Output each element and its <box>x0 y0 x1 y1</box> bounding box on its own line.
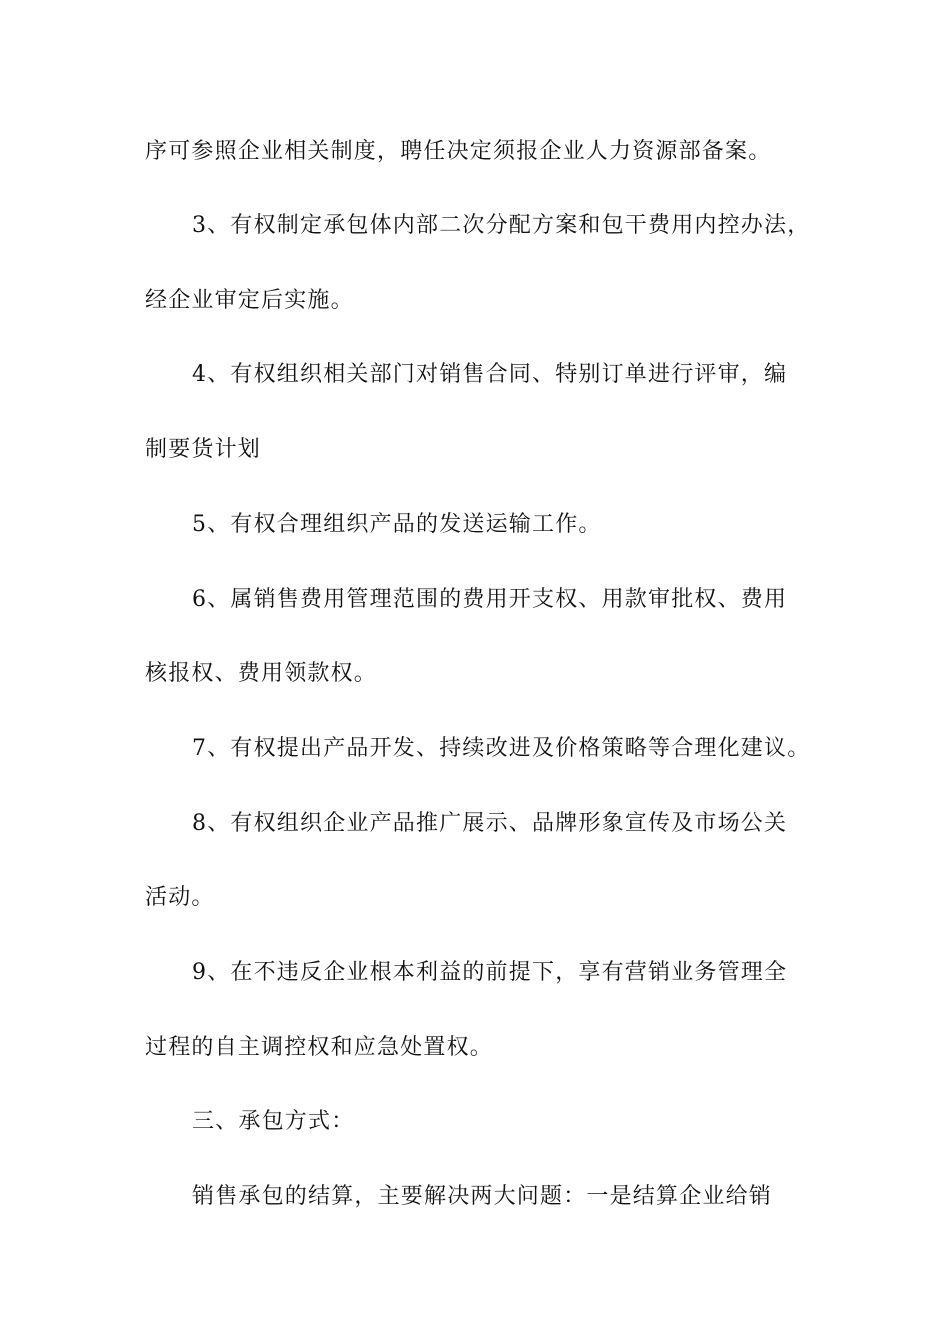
paragraph-line-12: 9、在不违反企业根本利益的前提下，享有营销业务管理全 <box>192 960 788 985</box>
paragraph-line-11: 活动。 <box>145 885 215 910</box>
paragraph-line-6: 5、有权合理组织产品的发送运输工作。 <box>192 512 602 537</box>
paragraph-line-2: 3、有权制定承包体内部二次分配方案和包干费用内控办法， <box>192 213 811 238</box>
paragraph-line-10: 8、有权组织企业产品推广展示、品牌形象宣传及市场公关 <box>192 811 788 836</box>
paragraph-line-5: 制要货计划 <box>145 437 262 462</box>
paragraph-line-13: 过程的自主调控权和应急处置权。 <box>145 1035 494 1060</box>
paragraph-line-8: 核报权、费用领款权。 <box>145 661 378 686</box>
paragraph-line-3: 经企业审定后实施。 <box>145 288 354 313</box>
paragraph-line-1: 序可参照企业相关制度，聘任决定须报企业人力资源部备案。 <box>145 139 772 164</box>
paragraph-line-15: 销售承包的结算，主要解决两大问题：一是结算企业给销 <box>192 1184 773 1209</box>
paragraph-line-4: 4、有权组织相关部门对销售合同、特别订单进行评审，编 <box>192 362 788 387</box>
paragraph-line-7: 6、属销售费用管理范围的费用开支权、用款审批权、费用 <box>192 587 788 612</box>
section-heading: 三、承包方式： <box>192 1109 355 1134</box>
paragraph-line-9: 7、有权提出产品开发、持续改进及价格策略等合理化建议。 <box>192 736 811 761</box>
